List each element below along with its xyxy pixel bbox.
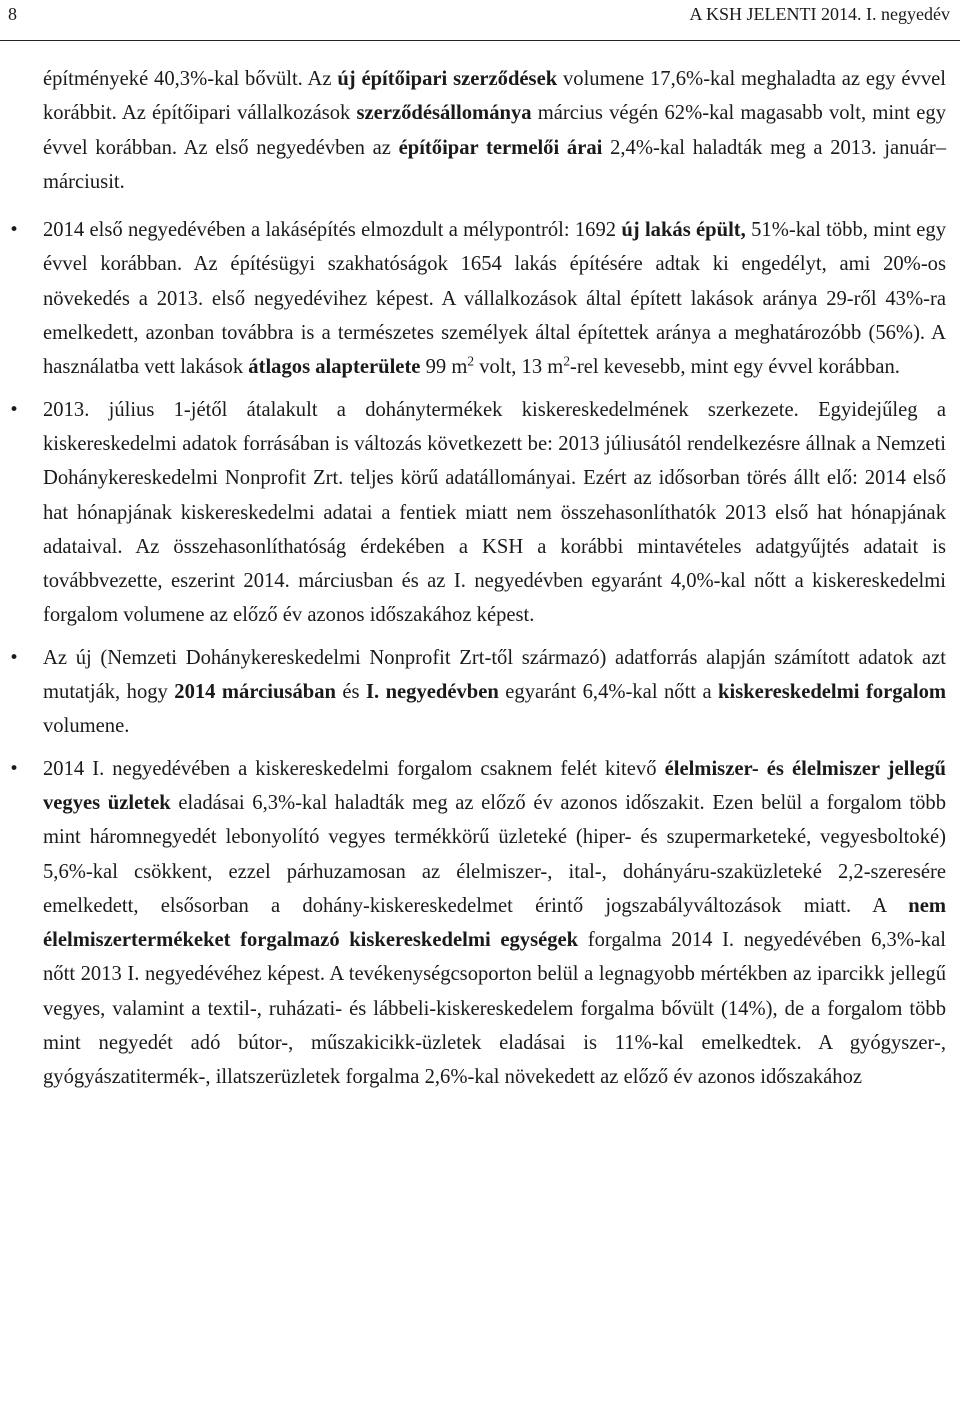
bold-text-run: kiskereskedelmi forgalom (718, 681, 947, 704)
superscript-run: 2 (563, 354, 570, 370)
intro-paragraph (43, 62, 946, 199)
text-run: építményeké 40,3%-kal bővült. Az (43, 68, 338, 90)
bold-text-run: szerződésállománya (356, 102, 532, 125)
bullet-paragraph-food-stores (43, 752, 946, 1095)
text-run: 2013. július 1-jétől átalakult a dohánytermékek kiskereskedelmének szerkezete. Egyidejűleg a kiskereskedelmi adatok forrásában is változás következett be: 2013 júliusától rendelkezésre állnak a Nemzeti Dohánykereskedelmi Nonprofit Zrt. teljes körű adatállományai. Ezért az idősorban törés állt elő: 2014 első hat hónapjának kiskereskedelmi adatai a fentiek miatt nem összehasonlíthatók 2013 első hat hónapjának adataival. Az összehasonlíthatóság érdekében a KSH a korábbi mintavételes adatgyűjtés adatait is továbbvezette, eszerint 2014. márciusban és az I. negyedévben egyaránt 4,0%-kal nőtt a kiskereskedelmi forgalom volumene az előző év azonos időszakához képest. (43, 398, 946, 627)
text-run: 51%-kal több, mint egy évvel korábban. Az építésügyi szakhatóságok 1654 lakás építésére adtak ki engedélyt, ami 20%-os növekedés a 2013. első negyedévihez képest. A vállalkozások által épített lakások aránya 29-ről 43%-ra emelkedett, azonban továbbra is a természetes személyek által építettek aránya a meghatározóbb (56%). A használatba vett lakások (43, 219, 947, 379)
bold-text-run: nem élelmiszertermékeket forgalmazó kiskereskedelmi egységek (43, 894, 946, 952)
text-run: volumene 17,6%-kal meghaladta az egy évvel korábbit. Az építőipari vállalkozások (43, 68, 946, 125)
page-number: 8 (8, 4, 17, 24)
text-run: 99 m (420, 356, 468, 379)
bold-text-run: átlagos alapterülete (248, 356, 421, 379)
running-title: A KSH JELENTI 2014. I. negyedév (689, 4, 950, 24)
body-text (43, 62, 946, 1103)
text-run: egyaránt 6,4%-kal nőtt a (498, 681, 719, 704)
page-header (0, 0, 960, 41)
bullet-paragraph-retail-volume (43, 641, 946, 744)
bold-text-run: élelmiszer- és élelmiszer jellegű vegyes üzletek (43, 757, 946, 814)
bullet-paragraph-tobacco-change (43, 393, 946, 633)
text-run: 2014 első negyedévében a lakásépítés elmozdult a mélypontról: 1692 (43, 219, 622, 242)
bold-text-run: új építőipari szerződések (337, 68, 558, 90)
text-run: forgalma 2014 I. negyedévében 6,3%-kal nőtt 2013 I. negyedévéhez képest. A tevékenységcsoporton belül a legnagyobb mértékben az iparcikk jellegű vegyes, valamint a textil-, ruházati- és lábbeli-kiskereskedelem forgalma bővült (14%), de a forgalom több mint negyedét adó bútor-, műszakicikk-üzletek eladásai is 11%-kal emelkedtek. A gyógyszer-, gyógyászatitermék-, illatszerüzletek forgalma 2,6%-kal növekedett az előző év azonos időszakához (43, 929, 946, 1089)
text-run: -rel kevesebb, mint egy évvel korábban. (570, 356, 900, 379)
text-run: eladásai 6,3%-kal haladták meg az előző év azonos időszakit. Ezen belül a forgalom több mint háromnegyedét lebonyolító vegyes termékkörű üzleteké (hiper- és szupermarketeké, vegyesboltoké) 5,6%-kal csökkent, ezzel párhuzamosan az élelmiszer-, ital-, dohányáru-szaküzleteké 2,2-szeresére emelkedett, elsősorban a dohány-kiskereskedelmet érintő jogszabályváltozások miatt. A (43, 791, 946, 917)
text-run: Az új (Nemzeti Dohánykereskedelmi Nonprofit Zrt-től származó) adatforrás alapján számított adatok azt mutatják, hogy (43, 646, 946, 704)
text-run: volumene. (43, 715, 130, 738)
bullet-paragraph-housing (43, 213, 946, 384)
bold-text-run: 2014 márciusában (174, 681, 336, 704)
text-run: és (335, 681, 366, 704)
text-run: március végén 62%-kal magasabb volt, mint egy évvel korábban. Az első negyedévben az (43, 102, 946, 159)
bold-text-run: I. negyedévben (365, 681, 499, 704)
superscript-run: 2 (467, 354, 475, 370)
text-run: 2,4%-kal haladták meg a 2013. január–márciusit. (43, 136, 946, 193)
bold-text-run: új lakás épült, (621, 219, 746, 242)
text-run: 2014 I. negyedévében a kiskereskedelmi forgalom csaknem felét kitevő (43, 757, 665, 780)
text-run: volt, 13 m (474, 356, 564, 379)
bold-text-run: építőipar termelői árai (398, 136, 603, 159)
